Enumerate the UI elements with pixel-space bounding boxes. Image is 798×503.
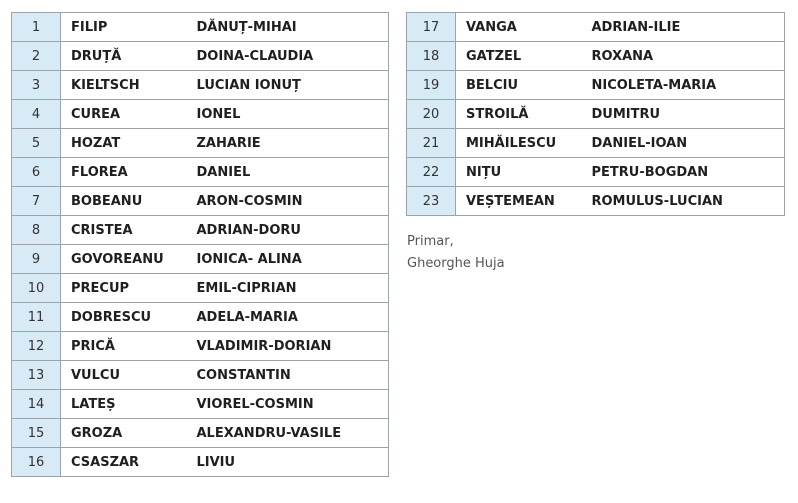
table-row	[407, 129, 785, 158]
table-row	[12, 274, 389, 303]
last-name: BOBEANU	[61, 187, 189, 216]
first-name: EMIL-CIPRIAN	[189, 274, 389, 303]
row-number: 13	[12, 361, 61, 390]
signature-name: Gheorghe Huja	[407, 256, 505, 271]
first-name: DOINA-CLAUDIA	[189, 42, 389, 71]
first-name: IONICA- ALINA	[189, 245, 389, 274]
last-name: FLOREA	[61, 158, 189, 187]
row-number: 18	[407, 42, 456, 71]
first-name: ADELA-MARIA	[189, 303, 389, 332]
last-name: VULCU	[61, 361, 189, 390]
first-name: NICOLETA-MARIA	[584, 71, 785, 100]
last-name: DOBRESCU	[61, 303, 189, 332]
first-name: CONSTANTIN	[189, 361, 389, 390]
table-row	[12, 448, 389, 477]
first-name: VLADIMIR-DORIAN	[189, 332, 389, 361]
last-name: MIHĂILESCU	[456, 129, 584, 158]
row-number: 21	[407, 129, 456, 158]
row-number: 5	[12, 129, 61, 158]
row-number: 15	[12, 419, 61, 448]
first-name: DĂNUȚ-MIHAI	[189, 13, 389, 42]
row-number: 16	[12, 448, 61, 477]
roster-table-right-body	[407, 13, 785, 216]
last-name: CSASZAR	[61, 448, 189, 477]
first-name: ARON-COSMIN	[189, 187, 389, 216]
last-name: BELCIU	[456, 71, 584, 100]
row-number: 23	[407, 187, 456, 216]
last-name: GOVOREANU	[61, 245, 189, 274]
table-row	[407, 187, 785, 216]
table-row	[12, 216, 389, 245]
row-number: 20	[407, 100, 456, 129]
first-name: PETRU-BOGDAN	[584, 158, 785, 187]
last-name: FILIP	[61, 13, 189, 42]
roster-table-right	[406, 12, 785, 216]
roster-table-left-body	[12, 13, 389, 477]
row-number: 12	[12, 332, 61, 361]
roster-table-left	[11, 12, 389, 477]
first-name: VIOREL-COSMIN	[189, 390, 389, 419]
signature-role: Primar,	[407, 234, 454, 249]
signature-block	[407, 231, 505, 275]
last-name: PRICĂ	[61, 332, 189, 361]
row-number: 6	[12, 158, 61, 187]
table-row	[12, 419, 389, 448]
row-number: 10	[12, 274, 61, 303]
row-number: 3	[12, 71, 61, 100]
first-name: DANIEL	[189, 158, 389, 187]
row-number: 7	[12, 187, 61, 216]
row-number: 22	[407, 158, 456, 187]
first-name: IONEL	[189, 100, 389, 129]
first-name: ADRIAN-DORU	[189, 216, 389, 245]
last-name: GROZA	[61, 419, 189, 448]
table-row	[407, 13, 785, 42]
first-name: ZAHARIE	[189, 129, 389, 158]
table-row	[12, 129, 389, 158]
last-name: CUREA	[61, 100, 189, 129]
table-row	[12, 71, 389, 100]
table-row	[12, 42, 389, 71]
first-name: DUMITRU	[584, 100, 785, 129]
last-name: PRECUP	[61, 274, 189, 303]
last-name: STROILĂ	[456, 100, 584, 129]
last-name: NIȚU	[456, 158, 584, 187]
last-name: VEȘTEMEAN	[456, 187, 584, 216]
table-row	[12, 361, 389, 390]
row-number: 9	[12, 245, 61, 274]
table-row	[12, 100, 389, 129]
row-number: 2	[12, 42, 61, 71]
last-name: VANGA	[456, 13, 584, 42]
last-name: KIELTSCH	[61, 71, 189, 100]
table-row	[12, 332, 389, 361]
row-number: 4	[12, 100, 61, 129]
last-name: CRISTEA	[61, 216, 189, 245]
table-row	[407, 158, 785, 187]
row-number: 11	[12, 303, 61, 332]
first-name: ROMULUS-LUCIAN	[584, 187, 785, 216]
table-row	[12, 303, 389, 332]
row-number: 14	[12, 390, 61, 419]
row-number: 8	[12, 216, 61, 245]
first-name: ROXANA	[584, 42, 785, 71]
table-row	[12, 13, 389, 42]
last-name: DRUȚĂ	[61, 42, 189, 71]
table-row	[12, 390, 389, 419]
first-name: LIVIU	[189, 448, 389, 477]
row-number: 1	[12, 13, 61, 42]
table-row	[407, 42, 785, 71]
table-row	[12, 187, 389, 216]
last-name: HOZAT	[61, 129, 189, 158]
row-number: 17	[407, 13, 456, 42]
last-name: GATZEL	[456, 42, 584, 71]
first-name: DANIEL-IOAN	[584, 129, 785, 158]
first-name: ADRIAN-ILIE	[584, 13, 785, 42]
first-name: LUCIAN IONUȚ	[189, 71, 389, 100]
last-name: LATEȘ	[61, 390, 189, 419]
first-name: ALEXANDRU-VASILE	[189, 419, 389, 448]
table-row	[12, 158, 389, 187]
table-row	[407, 71, 785, 100]
table-row	[12, 245, 389, 274]
row-number: 19	[407, 71, 456, 100]
table-row	[407, 100, 785, 129]
